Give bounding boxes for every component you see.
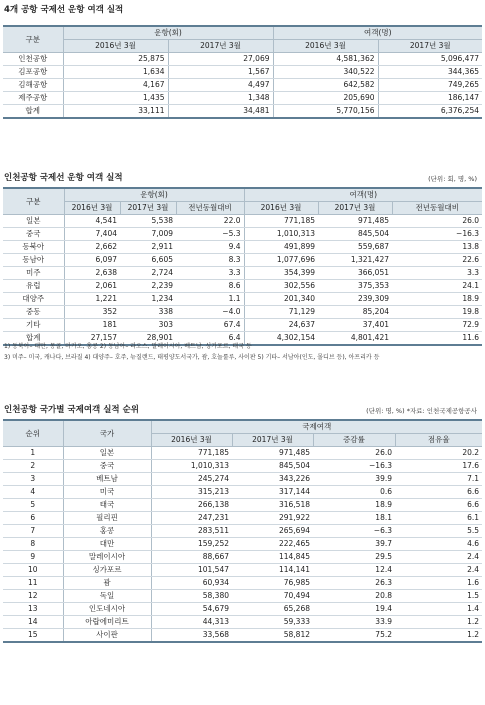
row-label-cell: 3 <box>3 473 63 486</box>
value-cell: 33,568 <box>151 629 232 643</box>
value-cell: 1,321,427 <box>318 254 392 267</box>
value-cell: 19.8 <box>392 306 482 319</box>
value-cell: 말레이시아 <box>63 551 151 564</box>
value-cell: 18.1 <box>313 512 395 525</box>
value-cell: 2.4 <box>395 564 482 577</box>
value-cell: 24,637 <box>244 319 318 332</box>
region-row <box>3 241 482 254</box>
value-cell: 8.3 <box>176 254 244 267</box>
value-cell: 114,845 <box>232 551 313 564</box>
value-cell: 37,401 <box>318 319 392 332</box>
value-cell: 괌 <box>63 577 151 590</box>
value-cell: 265,694 <box>232 525 313 538</box>
year-2017-header: 2017년 3월 <box>378 40 482 53</box>
row-label-cell: 6 <box>3 512 63 525</box>
value-cell: 20.8 <box>313 590 395 603</box>
value-cell: −16.3 <box>392 228 482 241</box>
row-label-cell: 4 <box>3 486 63 499</box>
value-cell: 태국 <box>63 499 151 512</box>
value-cell: 65,268 <box>232 603 313 616</box>
value-cell: 58,380 <box>151 590 232 603</box>
country-ranking-table <box>3 419 482 643</box>
region-row <box>3 293 482 306</box>
value-cell: 1,010,313 <box>151 460 232 473</box>
country-row <box>3 564 482 577</box>
value-cell: 2,724 <box>120 267 176 280</box>
value-cell: 70,494 <box>232 590 313 603</box>
value-cell: 316,518 <box>232 499 313 512</box>
value-cell: 338 <box>120 306 176 319</box>
value-cell: 1,077,696 <box>244 254 318 267</box>
passengers-header: 여객(명) <box>244 188 482 202</box>
value-cell: 아랍에미리트 <box>63 616 151 629</box>
value-cell: 4,497 <box>168 79 273 92</box>
region-row <box>3 215 482 228</box>
table3-unit: (단위: 명, %) *자료: 인천국제공항공사 <box>366 407 477 415</box>
value-cell: −4.0 <box>176 306 244 319</box>
value-cell: 4,801,421 <box>318 332 392 346</box>
row-label-cell: 15 <box>3 629 63 643</box>
value-cell: 283,511 <box>151 525 232 538</box>
value-cell: 26.0 <box>313 447 395 460</box>
value-cell: 1,567 <box>168 66 273 79</box>
airport-row <box>3 79 482 92</box>
region-row <box>3 280 482 293</box>
year-2016-header: 2016년 3월 <box>273 40 378 53</box>
yoy-header: 전년동월대비 <box>392 202 482 215</box>
value-cell: 사이판 <box>63 629 151 643</box>
value-cell: 6,605 <box>120 254 176 267</box>
value-cell: 88,667 <box>151 551 232 564</box>
value-cell: 12.4 <box>313 564 395 577</box>
row-label-cell: 8 <box>3 538 63 551</box>
value-cell: 2,662 <box>64 241 120 254</box>
row-label-cell: 13 <box>3 603 63 616</box>
airport-row <box>3 105 482 119</box>
value-cell: 6.1 <box>395 512 482 525</box>
value-cell: −5.3 <box>176 228 244 241</box>
value-cell: 9.4 <box>176 241 244 254</box>
value-cell: 5,538 <box>120 215 176 228</box>
value-cell: 1.6 <box>395 577 482 590</box>
value-cell: 4,302,154 <box>244 332 318 346</box>
value-cell: 366,051 <box>318 267 392 280</box>
value-cell: 44,313 <box>151 616 232 629</box>
country-row <box>3 629 482 643</box>
value-cell: 2,638 <box>64 267 120 280</box>
value-cell: −16.3 <box>313 460 395 473</box>
region-row <box>3 319 482 332</box>
yoy-header: 전년동월대비 <box>176 202 244 215</box>
country-row <box>3 486 482 499</box>
value-cell: 205,690 <box>273 92 378 105</box>
value-cell: 33,111 <box>63 105 168 119</box>
rank-header: 순위 <box>3 420 63 447</box>
region-row <box>3 306 482 319</box>
value-cell: 101,547 <box>151 564 232 577</box>
value-cell: 5,096,477 <box>378 53 482 66</box>
value-cell: 315,213 <box>151 486 232 499</box>
value-cell: 4.6 <box>395 538 482 551</box>
value-cell: 1.1 <box>176 293 244 306</box>
value-cell: 2,911 <box>120 241 176 254</box>
year-2017-header: 2017년 3월 <box>168 40 273 53</box>
country-row <box>3 603 482 616</box>
value-cell: 일본 <box>63 447 151 460</box>
country-row <box>3 460 482 473</box>
value-cell: 26.0 <box>392 215 482 228</box>
value-cell: 4,167 <box>63 79 168 92</box>
value-cell: 771,185 <box>244 215 318 228</box>
value-cell: 28,901 <box>120 332 176 346</box>
row-label-cell: 기타 <box>3 319 64 332</box>
row-label-cell: 합계 <box>3 105 63 119</box>
value-cell: 54,679 <box>151 603 232 616</box>
value-cell: 중국 <box>63 460 151 473</box>
row-label-cell: 14 <box>3 616 63 629</box>
country-row <box>3 616 482 629</box>
value-cell: 대만 <box>63 538 151 551</box>
country-row <box>3 512 482 525</box>
year-2017-header: 2017년 3월 <box>232 434 313 447</box>
value-cell: 239,309 <box>318 293 392 306</box>
value-cell: 29.5 <box>313 551 395 564</box>
airport-flights-passengers-table <box>3 25 482 119</box>
value-cell: 845,504 <box>318 228 392 241</box>
value-cell: 1.5 <box>395 590 482 603</box>
value-cell: 1,234 <box>120 293 176 306</box>
share-header: 점유율 <box>395 434 482 447</box>
row-label-cell: 김해공항 <box>3 79 63 92</box>
row-label-cell: 2 <box>3 460 63 473</box>
row-label-cell: 동남아 <box>3 254 64 267</box>
value-cell: 24.1 <box>392 280 482 293</box>
passengers-header: 여객(명) <box>273 26 482 40</box>
intl-passengers-header: 국제여객 <box>151 420 482 434</box>
country-row <box>3 499 482 512</box>
row-label-cell: 10 <box>3 564 63 577</box>
year-2016-header: 2016년 3월 <box>244 202 318 215</box>
value-cell: 1,435 <box>63 92 168 105</box>
value-cell: 7.1 <box>395 473 482 486</box>
value-cell: −6.3 <box>313 525 395 538</box>
value-cell: 11.6 <box>392 332 482 346</box>
value-cell: 771,185 <box>151 447 232 460</box>
year-2017-header: 2017년 3월 <box>120 202 176 215</box>
region-row <box>3 267 482 280</box>
country-row <box>3 447 482 460</box>
value-cell: 18.9 <box>392 293 482 306</box>
value-cell: 19.4 <box>313 603 395 616</box>
value-cell: 7,009 <box>120 228 176 241</box>
value-cell: 싱가포르 <box>63 564 151 577</box>
table2-footnote-2: 3) 미주– 미국, 캐나다, 브라질 4) 대양주– 호주, 뉴질랜드, 태평양도서국가, 괌, 호놀룰루, 사이판 5) 기타– 서남아(인도, 몰디브 등), 아프리카 등 <box>4 354 380 361</box>
value-cell: 1,634 <box>63 66 168 79</box>
row-label-cell: 중국 <box>3 228 64 241</box>
value-cell: 39.9 <box>313 473 395 486</box>
value-cell: 59,333 <box>232 616 313 629</box>
label-header: 구분 <box>3 188 64 215</box>
country-header: 국가 <box>63 420 151 447</box>
value-cell: 971,485 <box>318 215 392 228</box>
row-label-cell: 제주공항 <box>3 92 63 105</box>
flights-header: 운항(회) <box>64 188 244 202</box>
country-row <box>3 538 482 551</box>
value-cell: 343,226 <box>232 473 313 486</box>
row-label-cell: 미주 <box>3 267 64 280</box>
value-cell: 340,522 <box>273 66 378 79</box>
value-cell: 4,581,362 <box>273 53 378 66</box>
value-cell: 247,231 <box>151 512 232 525</box>
value-cell: 352 <box>64 306 120 319</box>
row-label-cell: 7 <box>3 525 63 538</box>
value-cell: 6,376,254 <box>378 105 482 119</box>
flights-header: 운항(회) <box>63 26 273 40</box>
row-label-cell: 대양주 <box>3 293 64 306</box>
row-label-cell: 중동 <box>3 306 64 319</box>
value-cell: 201,340 <box>244 293 318 306</box>
table3-title: 인천공항 국가별 국제여객 실적 순위 <box>4 405 140 415</box>
table2-title: 인천공항 국제선 운항 여객 실적 <box>4 173 123 183</box>
value-cell: 1.2 <box>395 616 482 629</box>
year-2016-header: 2016년 3월 <box>64 202 120 215</box>
value-cell: 2.4 <box>395 551 482 564</box>
row-label-cell: 일본 <box>3 215 64 228</box>
value-cell: 6,097 <box>64 254 120 267</box>
value-cell: 317,144 <box>232 486 313 499</box>
value-cell: 4,541 <box>64 215 120 228</box>
value-cell: 749,265 <box>378 79 482 92</box>
value-cell: 58,812 <box>232 629 313 643</box>
value-cell: 필리핀 <box>63 512 151 525</box>
value-cell: 85,204 <box>318 306 392 319</box>
value-cell: 2,239 <box>120 280 176 293</box>
value-cell: 18.9 <box>313 499 395 512</box>
country-row <box>3 525 482 538</box>
value-cell: 375,353 <box>318 280 392 293</box>
value-cell: 159,252 <box>151 538 232 551</box>
value-cell: 7,404 <box>64 228 120 241</box>
value-cell: 8.6 <box>176 280 244 293</box>
value-cell: 302,556 <box>244 280 318 293</box>
label-header: 구분 <box>3 26 63 53</box>
country-row <box>3 577 482 590</box>
value-cell: 303 <box>120 319 176 332</box>
value-cell: 181 <box>64 319 120 332</box>
region-row <box>3 228 482 241</box>
value-cell: 5,770,156 <box>273 105 378 119</box>
value-cell: 75.2 <box>313 629 395 643</box>
value-cell: 27,157 <box>64 332 120 346</box>
value-cell: 27,069 <box>168 53 273 66</box>
value-cell: 미국 <box>63 486 151 499</box>
value-cell: 76,985 <box>232 577 313 590</box>
value-cell: 22.6 <box>392 254 482 267</box>
country-row <box>3 473 482 486</box>
value-cell: 0.6 <box>313 486 395 499</box>
value-cell: 5.5 <box>395 525 482 538</box>
row-label-cell: 1 <box>3 447 63 460</box>
value-cell: 2,061 <box>64 280 120 293</box>
row-label-cell: 인천공항 <box>3 53 63 66</box>
table2-footnote-1: 1) 동북아– 대만, 몽골, 마카오, 홍콩 2) 동남아– 라오스, 말레이시아, 베트남, 싱가포르, 태국 등 <box>4 343 252 350</box>
country-row <box>3 551 482 564</box>
row-label-cell: 김포공항 <box>3 66 63 79</box>
row-label-cell: 유럽 <box>3 280 64 293</box>
row-label-cell: 11 <box>3 577 63 590</box>
value-cell: 3.3 <box>392 267 482 280</box>
value-cell: 6.6 <box>395 499 482 512</box>
value-cell: 33.9 <box>313 616 395 629</box>
value-cell: 독일 <box>63 590 151 603</box>
value-cell: 39.7 <box>313 538 395 551</box>
airport-row <box>3 66 482 79</box>
value-cell: 344,365 <box>378 66 482 79</box>
value-cell: 홍콩 <box>63 525 151 538</box>
value-cell: 3.3 <box>176 267 244 280</box>
value-cell: 1,010,313 <box>244 228 318 241</box>
value-cell: 1,348 <box>168 92 273 105</box>
value-cell: 13.8 <box>392 241 482 254</box>
table2-unit: (단위: 회, 명, %) <box>428 175 477 183</box>
value-cell: 71,129 <box>244 306 318 319</box>
value-cell: 72.9 <box>392 319 482 332</box>
value-cell: 22.0 <box>176 215 244 228</box>
value-cell: 491,899 <box>244 241 318 254</box>
row-label-cell: 12 <box>3 590 63 603</box>
value-cell: 34,481 <box>168 105 273 119</box>
value-cell: 114,141 <box>232 564 313 577</box>
value-cell: 60,934 <box>151 577 232 590</box>
value-cell: 인도네시아 <box>63 603 151 616</box>
value-cell: 186,147 <box>378 92 482 105</box>
value-cell: 266,138 <box>151 499 232 512</box>
value-cell: 25,875 <box>63 53 168 66</box>
value-cell: 1.4 <box>395 603 482 616</box>
value-cell: 845,504 <box>232 460 313 473</box>
year-2016-header: 2016년 3월 <box>151 434 232 447</box>
value-cell: 559,687 <box>318 241 392 254</box>
value-cell: 17.6 <box>395 460 482 473</box>
table1-title: 4개 공항 국제선 운항 여객 실적 <box>4 5 124 15</box>
airport-row <box>3 92 482 105</box>
value-cell: 1.2 <box>395 629 482 643</box>
value-cell: 291,922 <box>232 512 313 525</box>
value-cell: 1,221 <box>64 293 120 306</box>
incheon-region-table <box>3 187 482 346</box>
year-2017-header: 2017년 3월 <box>318 202 392 215</box>
row-label-cell: 9 <box>3 551 63 564</box>
row-label-cell: 합계 <box>3 332 64 346</box>
value-cell: 642,582 <box>273 79 378 92</box>
year-2016-header: 2016년 3월 <box>63 40 168 53</box>
value-cell: 20.2 <box>395 447 482 460</box>
value-cell: 245,274 <box>151 473 232 486</box>
country-row <box>3 590 482 603</box>
value-cell: 354,399 <box>244 267 318 280</box>
value-cell: 971,485 <box>232 447 313 460</box>
value-cell: 222,465 <box>232 538 313 551</box>
value-cell: 26.3 <box>313 577 395 590</box>
airport-row <box>3 53 482 66</box>
row-label-cell: 동북아 <box>3 241 64 254</box>
region-row <box>3 254 482 267</box>
value-cell: 67.4 <box>176 319 244 332</box>
growth-rate-header: 증감률 <box>313 434 395 447</box>
row-label-cell: 5 <box>3 499 63 512</box>
value-cell: 6.6 <box>395 486 482 499</box>
value-cell: 6.4 <box>176 332 244 346</box>
value-cell: 베트남 <box>63 473 151 486</box>
